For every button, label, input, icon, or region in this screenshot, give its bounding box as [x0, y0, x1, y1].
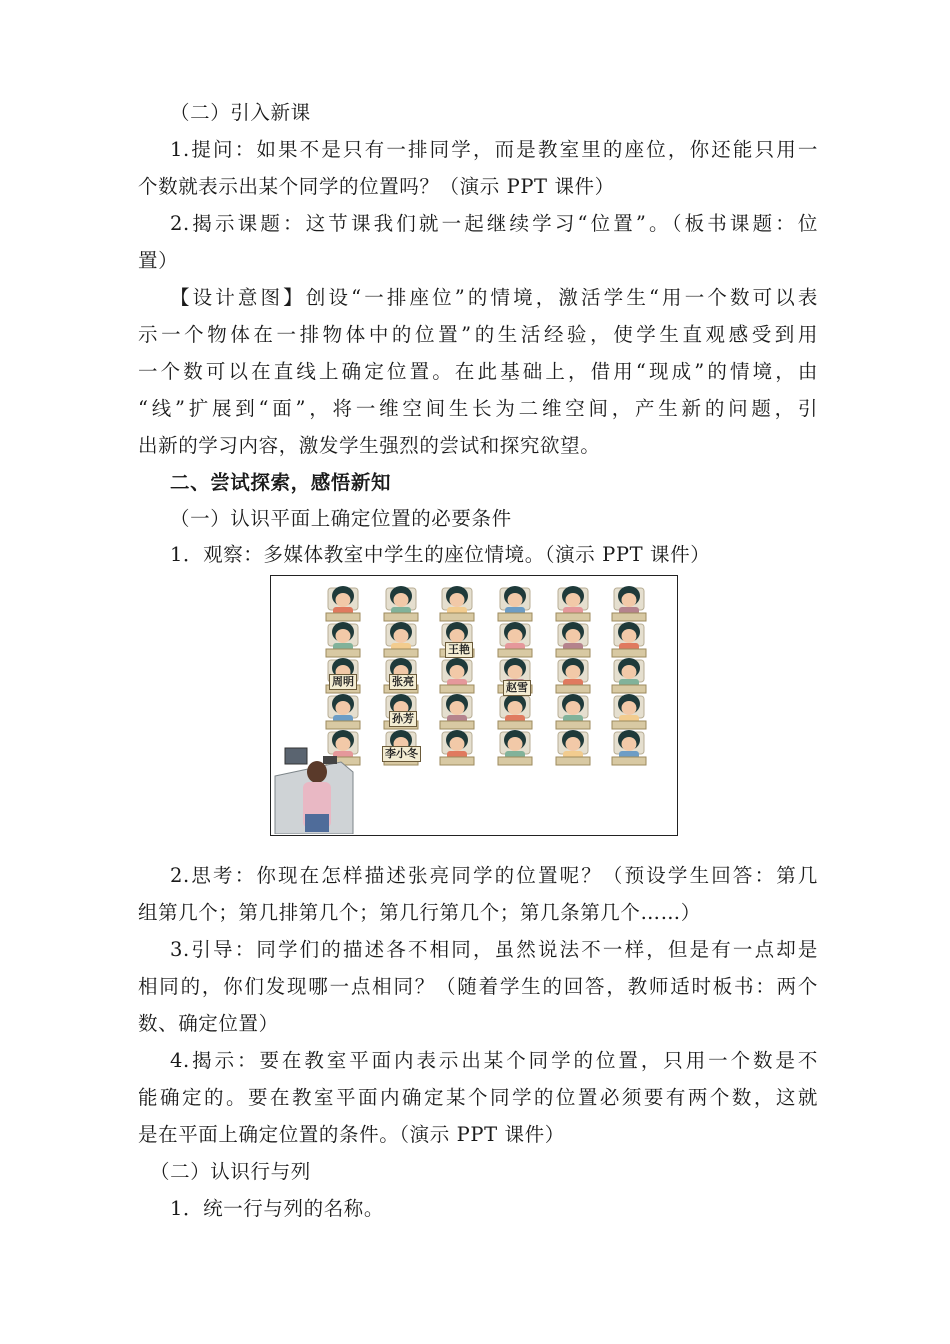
student-at-desk — [326, 622, 360, 657]
paragraph-line: 是在平面上确定位置的条件。（演示 PPT 课件） — [138, 1123, 565, 1146]
nameplate-wang-yan: 王艳 — [445, 642, 473, 658]
paragraph-line: 4.揭示：要在教室平面内表示出某个同学的位置，只用一个数是不 — [170, 1049, 818, 1072]
student-at-desk — [556, 622, 590, 657]
classroom-seating-svg — [271, 576, 676, 834]
student-at-desk — [498, 730, 532, 765]
section-heading-explore: 二、尝试探索，感悟新知 — [170, 471, 392, 494]
nameplate-zhao-xue: 赵雪 — [503, 680, 531, 696]
subsection-heading: （一）认识平面上确定位置的必要条件 — [170, 507, 512, 530]
paragraph-line: 出新的学习内容，激发学生强烈的尝试和探究欲望。 — [138, 434, 601, 457]
paragraph-line: 【设计意图】创设“一排座位”的情境，激活学生“用一个数可以表 — [170, 286, 818, 309]
student-at-desk — [612, 658, 646, 693]
student-at-desk — [556, 694, 590, 729]
student-at-desk — [440, 658, 474, 693]
student-at-desk — [498, 622, 532, 657]
paragraph-line: 1．统一行与列的名称。 — [170, 1197, 385, 1220]
student-at-desk — [556, 658, 590, 693]
subsection-heading: （二）认识行与列 — [150, 1160, 311, 1183]
paragraph-line: 3.引导：同学们的描述各不相同，虽然说法不一样，但是有一点却是 — [170, 938, 818, 961]
paragraph-line: 1.提问：如果不是只有一排同学，而是教室里的座位，你还能只用一 — [170, 138, 818, 161]
paragraph-line: 示一个物体在一排物体中的位置”的生活经验，使学生直观感受到用 — [138, 323, 818, 346]
paragraph-line: 能确定的。要在教室平面内确定某个同学的位置必须要有两个数，这就 — [138, 1086, 818, 1109]
paragraph-line: 一个数可以在直线上确定位置。在此基础上，借用“现成”的情境，由 — [138, 360, 818, 383]
paragraph-line: 组第几个；第几排第几个；第几行第几个；第几条第几个……） — [138, 901, 701, 924]
paragraph-line: “线”扩展到“面”，将一维空间生长为二维空间，产生新的问题，引 — [138, 397, 818, 420]
nameplate-zhang-liang: 张亮 — [389, 674, 417, 690]
paragraph-line: 2.揭示课题：这节课我们就一起继续学习“位置”。（板书课题：位 — [170, 212, 818, 235]
student-at-desk — [384, 586, 418, 621]
student-at-desk — [440, 586, 474, 621]
nameplate-li-xiaodong: 李小冬 — [382, 746, 421, 762]
paragraph-line: 相同的，你们发现哪一点相同？（随着学生的回答，教师适时板书：两个 — [138, 975, 818, 998]
student-at-desk — [612, 694, 646, 729]
student-at-desk — [612, 586, 646, 621]
student-at-desk — [498, 694, 532, 729]
student-at-desk — [498, 586, 532, 621]
student-at-desk — [326, 694, 360, 729]
classroom-seating-illustration — [270, 575, 678, 836]
section-heading-intro: （二）引入新课 — [170, 101, 311, 124]
student-at-desk — [556, 586, 590, 621]
paragraph-line: 数、确定位置） — [138, 1012, 279, 1035]
paragraph-line: 1．观察：多媒体教室中学生的座位情境。（演示 PPT 课件） — [170, 543, 711, 566]
student-at-desk — [440, 730, 474, 765]
paragraph-line: 置） — [138, 249, 179, 272]
student-at-desk — [612, 730, 646, 765]
student-at-desk — [440, 694, 474, 729]
student-at-desk — [612, 622, 646, 657]
paragraph-line: 个数就表示出某个同学的位置吗？（演示 PPT 课件） — [138, 175, 615, 198]
student-at-desk — [326, 586, 360, 621]
paragraph-line: 2.思考：你现在怎样描述张亮同学的位置呢？（预设学生回答：第几 — [170, 864, 818, 887]
student-at-desk — [556, 730, 590, 765]
nameplate-zhou-ming: 周明 — [329, 674, 357, 690]
nameplate-sun-fang: 孙芳 — [389, 711, 417, 727]
student-at-desk — [384, 622, 418, 657]
